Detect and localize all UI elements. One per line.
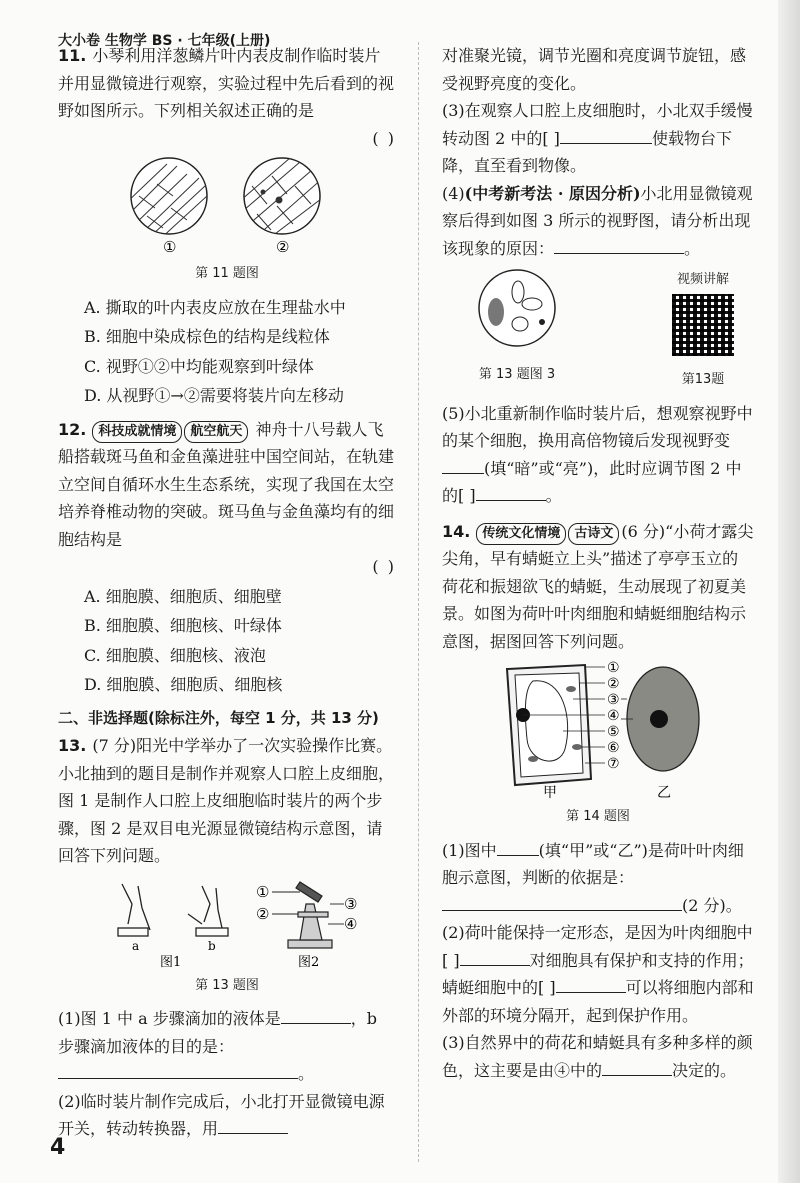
view-label-2: ② (276, 238, 290, 256)
question-14 (442, 518, 754, 1085)
qr-code-icon[interactable] (672, 294, 734, 356)
part-1-text-b: (填“甲”或“乙”)是荷叶叶肉细胞示意图，判断的依据是： (442, 840, 744, 887)
topic-tag: 航空航天 (184, 421, 248, 443)
part-2-continued: 对准聚光镜，调节光圈和亮度调节旋钮，感受视野亮度的变化。 (442, 46, 747, 93)
cell-yi-label: 乙 (657, 785, 671, 799)
answer-blank[interactable] (442, 894, 682, 911)
part-3-text: (3)在观察人口腔上皮细胞时，小北双手缓慢转动图 2 中的[ ] (442, 101, 753, 148)
part-1-text-b: ，b 步骤滴加液体的目的是： (58, 1009, 377, 1056)
part-1-end: (2 分)。 (682, 895, 742, 915)
answer-bracket[interactable]: ( ) (372, 128, 396, 148)
method-tag: (中考新考法 · 原因分析) (464, 183, 641, 203)
cell-label-5: ⑤ (607, 724, 620, 740)
part-2-text-c: 可以将细胞内部和外部的环境分隔开，起到保护作用。 (442, 978, 754, 1025)
part-5-end: 。 (545, 486, 562, 505)
question-stem: 阳光中学举办了一次实验操作比赛。小北抽到的题目是制作并观察人口腔上皮细胞，图 1 是制作人口腔上皮细胞临时装片的两个步骤，图 2 是双目电光源显微镜结构示意图，请回答下列问题。 (58, 736, 395, 865)
answer-blank[interactable] (281, 1007, 351, 1024)
scope-label-2: ② (256, 904, 270, 923)
question-score: (6 分) (621, 521, 666, 541)
figure-caption: 第 13 题图 (195, 977, 259, 993)
answer-blank[interactable] (497, 839, 539, 856)
answer-bracket[interactable]: ( ) (372, 557, 396, 576)
column-divider (418, 42, 419, 1162)
option-a[interactable]: A. 细胞膜、细胞质、细胞壁 (84, 586, 282, 606)
cell-label-2: ② (607, 676, 620, 692)
part-3 (442, 1029, 754, 1084)
cell-label-3: ③ (607, 692, 620, 708)
part-3-text: (3)自然界中的荷花和蜻蜓具有多种多样的颜色，这主要是由④中的 (442, 1033, 753, 1080)
option-d[interactable]: D. 从视野①→②需要将装片向左移动 (84, 386, 344, 405)
part-5-text-b: (填“暗”或“亮”)，此时应调节图 2 中的[ ] (442, 458, 742, 505)
cell-label-7: ⑦ (607, 756, 620, 772)
question-13 (58, 732, 396, 1143)
slide-prep-and-microscope-figure (92, 874, 362, 968)
answer-blank[interactable] (476, 484, 546, 501)
question-number: 13. (58, 736, 87, 755)
question-12 (58, 416, 396, 699)
microscope-view-figure-3 (462, 266, 572, 350)
option-c[interactable]: C. 细胞膜、细胞核、液泡 (84, 645, 266, 665)
question-11 (58, 42, 396, 410)
step-a-label: a (132, 938, 140, 953)
answer-blank[interactable] (602, 1059, 672, 1076)
part-5-text: (5)小北重新制作临时装片后，想观察视野中的某个细胞，换用高倍物镜后发现视野变 (442, 403, 753, 450)
part-2 (442, 919, 754, 1029)
answer-blank[interactable] (58, 1062, 298, 1079)
answer-blank[interactable] (560, 127, 652, 144)
answer-blank[interactable] (442, 457, 484, 474)
part-4: (4)(中考新考法 · 原因分析)小北用显微镜观察后得到如图 3 所示的视野图，请分析出现该现象的原因： 。 (442, 183, 753, 258)
part-1-text: (1)图中 (442, 840, 497, 860)
question-number: 11. (58, 46, 87, 65)
figure-caption: 第 14 题图 (566, 809, 630, 824)
section-heading: 二、非选择题(除标注外，每空 1 分，共 13 分) (58, 708, 379, 727)
qr-caption: 第13题 (681, 372, 725, 387)
cell-structure-figure (493, 659, 703, 799)
cell-jia-label: 甲 (543, 785, 557, 799)
question-stem: 小琴利用洋葱鳞片叶内表皮制作临时装片并用显微镜进行观察，实验过程中先后看到的视野如图所示。下列相关叙述正确的是 (58, 46, 395, 120)
left-column (58, 42, 396, 1143)
scope-label-4: ④ (344, 914, 358, 933)
fig3-row (442, 266, 754, 400)
question-score: (7 分) (92, 736, 137, 755)
answer-blank[interactable] (556, 976, 626, 993)
scope-label-3: ③ (344, 894, 358, 913)
right-column (442, 42, 754, 1084)
part-5 (442, 400, 754, 510)
answer-blank[interactable] (554, 237, 684, 254)
option-b[interactable]: B. 细胞膜、细胞核、叶绿体 (84, 616, 282, 635)
cell-label-4: ④ (607, 708, 620, 724)
context-tag: 传统文化情境 (476, 523, 566, 545)
page-number: 4 (50, 1135, 66, 1160)
figure-3-caption: 第 13 题图 3 (478, 366, 556, 382)
cell-label-6: ⑥ (607, 740, 620, 756)
qr-title: 视频讲解 (676, 272, 729, 287)
option-b[interactable]: B. 细胞中染成棕色的结构是线粒体 (84, 327, 330, 346)
part-4-text: 小北用显微镜观察后得到如图 3 所示的视野图，请分析出现该现象的原因： (442, 183, 753, 258)
answer-blank[interactable] (460, 949, 530, 966)
part-3-text-b: 决定的。 (672, 1060, 737, 1080)
part-2-text: (2)临时装片制作完成后，小北打开显微镜电源开关，转动转换器，用 (58, 1091, 385, 1138)
page-header: 大小卷 生物学 BS · 七年级(上册) (58, 33, 271, 49)
question-number: 12. (58, 419, 87, 439)
part-1-text: (1)图 1 中 a 步骤滴加的液体是 (58, 1009, 281, 1028)
step-b-label: b (208, 938, 216, 953)
part-2-text-b: 对细胞具有保护和支持的作用；蜻蜓细胞中的[ ] (442, 950, 754, 997)
option-c[interactable]: C. 视野①②中均能观察到叶绿体 (84, 356, 314, 376)
topic-tag: 古诗文 (568, 523, 619, 545)
question-stem: 神舟十八号载人飞船搭载斑马鱼和金鱼藻进驻中国空间站，在轨建立空间自循环水生生态系统，实现了我国在太空培养脊椎动物的突破。斑马鱼与金鱼藻均有的细胞结构是 (58, 419, 395, 549)
cell-label-1: ① (607, 660, 620, 676)
figure-caption: 第 11 题图 (195, 266, 259, 281)
onion-cell-views-figure (107, 156, 347, 256)
part-3 (442, 97, 754, 180)
scope-label-1: ① (256, 882, 270, 901)
option-d[interactable]: D. 细胞膜、细胞质、细胞核 (84, 675, 283, 694)
part-1: (1)图 1 中 a 步骤滴加的液体是 ，b 步骤滴加液体的目的是：。 (58, 1009, 377, 1083)
context-tag: 科技成就情境 (92, 421, 182, 443)
figure-1-label: 图1 (160, 954, 182, 968)
answer-blank[interactable] (218, 1117, 288, 1134)
question-number: 14. (442, 521, 471, 541)
part-2 (58, 1088, 396, 1143)
figure-2-label: 图2 (298, 954, 320, 968)
page-edge-shadow (778, 0, 800, 1183)
part-2-text: (2)荷叶能保持一定形态，是因为叶肉细胞中[ ] (442, 923, 753, 970)
part-3-text-b: 使载物台下降，直至看到物像。 (442, 128, 732, 175)
view-label-1: ① (163, 238, 177, 256)
question-stem: “小荷才露尖尖角，早有蜻蜓立上头”描述了亭亭玉立的荷花和振翅欲飞的蜻蜓，生动展现了初夏美景。如图为荷叶叶肉细胞和蜻蜓细胞结构示意图，据图回答下列问题。 (442, 521, 754, 651)
option-a[interactable]: A. 撕取的叶内表皮应放在生理盐水中 (84, 297, 346, 317)
qr-block (672, 266, 734, 400)
part-1 (442, 837, 754, 920)
figure-3-block (462, 266, 572, 394)
